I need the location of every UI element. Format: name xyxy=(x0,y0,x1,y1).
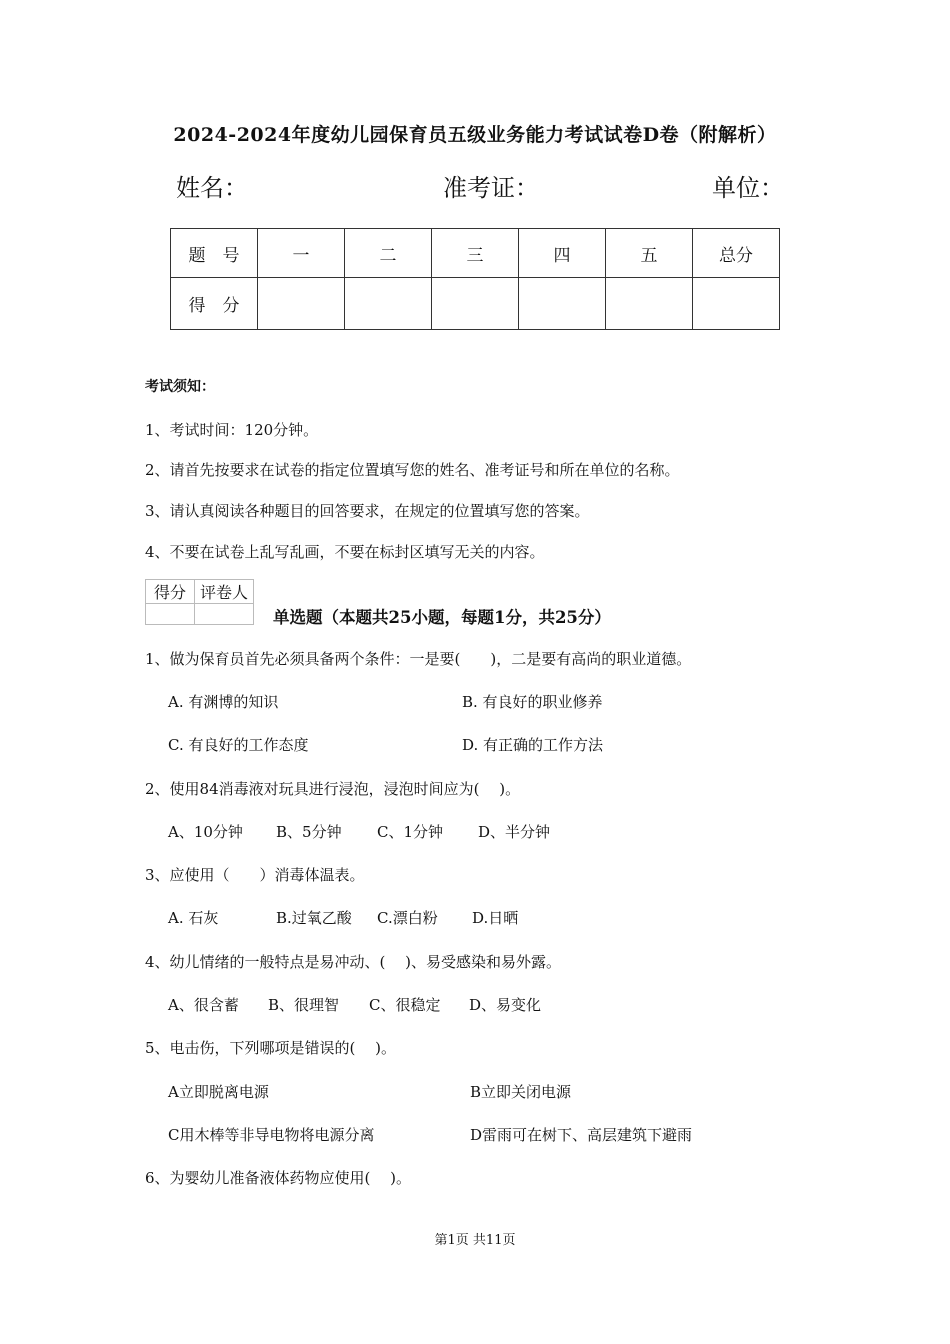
header-cell-3: 三 xyxy=(432,229,519,278)
notice-item: 1、考试时间：120分钟。 xyxy=(145,421,319,439)
grader-box xyxy=(145,579,254,625)
question-option: C用木棒等非导电物将电源分离 xyxy=(168,1126,375,1144)
header-cell-1: 一 xyxy=(258,229,345,278)
header-cell-5: 五 xyxy=(606,229,693,278)
notice-item: 2、请首先按要求在试卷的指定位置填写您的姓名、准考证号和所在单位的名称。 xyxy=(145,461,680,479)
grader-score-cell[interactable] xyxy=(146,604,195,625)
section-title: 单选题（本题共25小题，每题1分，共25分） xyxy=(273,608,611,627)
question-option: B.过氧乙酸 xyxy=(276,909,352,927)
grader-reviewer-cell[interactable] xyxy=(195,604,254,625)
score-cell-5[interactable] xyxy=(606,278,693,330)
exam-title: 2024-2024年度幼儿园保育员五级业务能力考试试卷D卷（附解析） xyxy=(173,124,777,146)
header-cell-question-no: 题 号 xyxy=(171,229,258,278)
score-cell-1[interactable] xyxy=(258,278,345,330)
notice-item: 4、不要在试卷上乱写乱画，不要在标封区填写无关的内容。 xyxy=(145,543,545,561)
question-stem: 4、幼儿情绪的一般特点是易冲动、( )、易受感染和易外露。 xyxy=(145,953,562,971)
question-option: C、1分钟 xyxy=(377,823,444,841)
grader-score-label: 得分 xyxy=(146,580,195,604)
question-option: A. 有渊博的知识 xyxy=(168,693,279,711)
exam-number-label: 准考证： xyxy=(443,174,539,202)
score-cell-3[interactable] xyxy=(432,278,519,330)
question-option: D、半分钟 xyxy=(478,823,551,841)
score-table xyxy=(170,228,780,330)
question-option: D.日晒 xyxy=(472,909,519,927)
question-option: A、很含蓄 xyxy=(168,996,239,1014)
question-option: A、10分钟 xyxy=(168,823,243,841)
notice-heading: 考试须知： xyxy=(145,379,215,395)
question-stem: 1、做为保育员首先必须具备两个条件：一是要( )，二是要有高尚的职业道德。 xyxy=(145,650,692,668)
header-cell-4: 四 xyxy=(519,229,606,278)
unit-label: 单位： xyxy=(712,174,784,202)
question-option: D. 有正确的工作方法 xyxy=(462,736,604,754)
score-table-header-row xyxy=(171,229,780,278)
score-cell-2[interactable] xyxy=(345,278,432,330)
question-option: B立即关闭电源 xyxy=(470,1083,572,1101)
header-cell-total: 总分 xyxy=(693,229,780,278)
question-stem: 3、应使用（ ）消毒体温表。 xyxy=(145,866,365,884)
question-stem: 6、为婴幼儿准备液体药物应使用( )。 xyxy=(145,1169,412,1187)
notice-item: 3、请认真阅读各种题目的回答要求，在规定的位置填写您的答案。 xyxy=(145,502,590,520)
question-option: C.漂白粉 xyxy=(377,909,438,927)
question-option: B、很理智 xyxy=(268,996,340,1014)
question-option: D雷雨可在树下、高层建筑下避雨 xyxy=(470,1126,693,1144)
question-option: A. 石灰 xyxy=(168,909,219,927)
question-option: B、5分钟 xyxy=(276,823,342,841)
question-option: C. 有良好的工作态度 xyxy=(168,736,309,754)
score-cell-total[interactable] xyxy=(693,278,780,330)
question-stem: 5、电击伤，下列哪项是错误的( )。 xyxy=(145,1039,397,1057)
score-table-score-row xyxy=(171,278,780,330)
question-option: C、很稳定 xyxy=(369,996,441,1014)
page-footer: 第1页 共11页 xyxy=(434,1233,516,1248)
question-option: B. 有良好的职业修养 xyxy=(462,693,603,711)
name-label: 姓名： xyxy=(176,174,248,202)
score-row-label: 得 分 xyxy=(171,278,258,330)
question-option: D、易变化 xyxy=(469,996,542,1014)
score-cell-4[interactable] xyxy=(519,278,606,330)
grader-reviewer-label: 评卷人 xyxy=(195,580,254,604)
question-stem: 2、使用84消毒液对玩具进行浸泡，浸泡时间应为( )。 xyxy=(145,780,521,798)
question-option: A立即脱离电源 xyxy=(168,1083,269,1101)
header-cell-2: 二 xyxy=(345,229,432,278)
